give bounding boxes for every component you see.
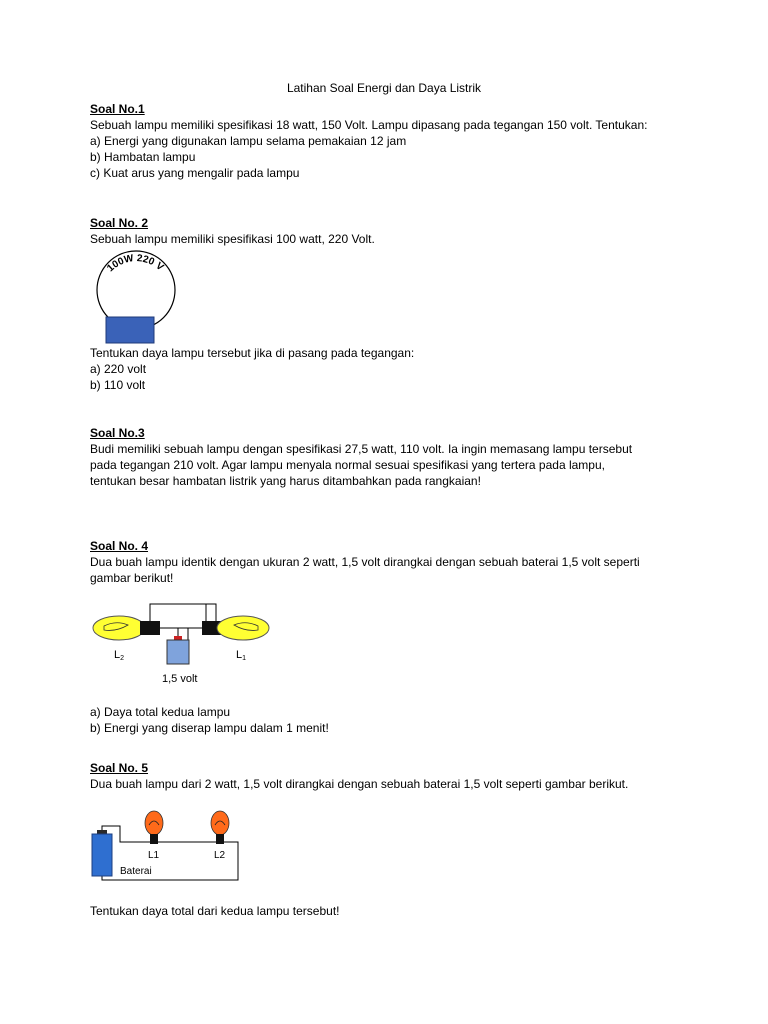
question-3 <box>90 425 690 489</box>
battery-label: Baterai <box>120 866 152 877</box>
bulb-l1 <box>217 616 269 640</box>
battery-terminal <box>174 636 182 640</box>
question-1-line: b) Hambatan lampu <box>90 150 196 164</box>
question-4-parts <box>90 704 690 736</box>
question-2-line: a) 220 volt <box>90 362 147 376</box>
label-l1: L1 <box>148 850 160 861</box>
question-4-line: gambar berikut! <box>90 571 174 585</box>
bulb-l2 <box>93 616 145 640</box>
battery-terminal <box>97 830 107 834</box>
question-5 <box>90 760 690 792</box>
question-4-heading: Soal No. 4 <box>90 539 149 553</box>
question-2-line: Tentukan daya lampu tersebut jika di pasang pada tegangan: <box>90 346 415 360</box>
question-1 <box>90 101 690 181</box>
question-1-line: c) Kuat arus yang mengalir pada lampu <box>90 166 300 180</box>
battery-voltage-label: 1,5 volt <box>162 673 198 685</box>
question-2 <box>90 215 690 247</box>
battery-cell <box>167 640 189 664</box>
question-4 <box>90 538 690 586</box>
socket-l2 <box>140 621 160 635</box>
question-3-line: pada tegangan 210 volt. Agar lampu menyala normal sesuai spesifikasi yang tertera pada lampu, <box>90 458 605 472</box>
question-1-heading: Soal No.1 <box>90 102 145 116</box>
parallel-circuit-figure <box>88 598 278 690</box>
question-2-intro: Sebuah lampu memiliki spesifikasi 100 watt, 220 Volt. <box>90 232 375 246</box>
battery-cell <box>92 834 112 876</box>
question-2-prompt <box>90 345 690 393</box>
question-5-heading: Soal No. 5 <box>90 761 149 775</box>
question-3-heading: Soal No.3 <box>90 426 145 440</box>
question-4-part: b) Energi yang diserap lampu dalam 1 menit! <box>90 721 329 735</box>
question-2-line: b) 110 volt <box>90 378 146 392</box>
question-3-line: tentukan besar hambatan listrik yang harus ditambahkan pada rangkaian! <box>90 474 481 488</box>
question-3-line: Budi memiliki sebuah lampu dengan spesifikasi 27,5 watt, 110 volt. Ia ingin memasang lampu tersebut <box>90 442 633 456</box>
bulb-l1 <box>145 811 163 835</box>
label-l1: L1 <box>236 649 247 662</box>
bulb-l2 <box>211 811 229 835</box>
question-1-line: Sebuah lampu memiliki spesifikasi 18 watt, 150 Volt. Lampu dipasang pada tegangan 150 volt. Tentukan: <box>90 118 648 132</box>
socket-l1 <box>150 834 158 844</box>
bulb-figure <box>90 250 185 345</box>
question-2-heading: Soal No. 2 <box>90 216 149 230</box>
question-5-line: Dua buah lampu dari 2 watt, 1,5 volt dirangkai dengan sebuah baterai 1,5 volt seperti gambar berikut. <box>90 777 629 791</box>
page-title: Latihan Soal Energi dan Daya Listrik <box>286 81 482 95</box>
question-5-prompt <box>90 903 690 919</box>
question-5-question: Tentukan daya total dari kedua lampu tersebut! <box>90 904 340 918</box>
question-1-line: a) Energi yang digunakan lampu selama pemakaian 12 jam <box>90 134 407 148</box>
bulb-spec-text: 100W 220 V <box>105 253 166 275</box>
label-l2: L2 <box>114 649 125 662</box>
label-l2: L2 <box>214 850 226 861</box>
question-4-line: Dua buah lampu identik dengan ukuran 2 watt, 1,5 volt dirangkai dengan sebuah baterai 1,5 volt seperti <box>90 555 640 569</box>
bulb-base <box>106 317 154 343</box>
series-circuit-figure <box>88 806 248 886</box>
socket-l2 <box>216 834 224 844</box>
question-4-part: a) Daya total kedua lampu <box>90 705 231 719</box>
